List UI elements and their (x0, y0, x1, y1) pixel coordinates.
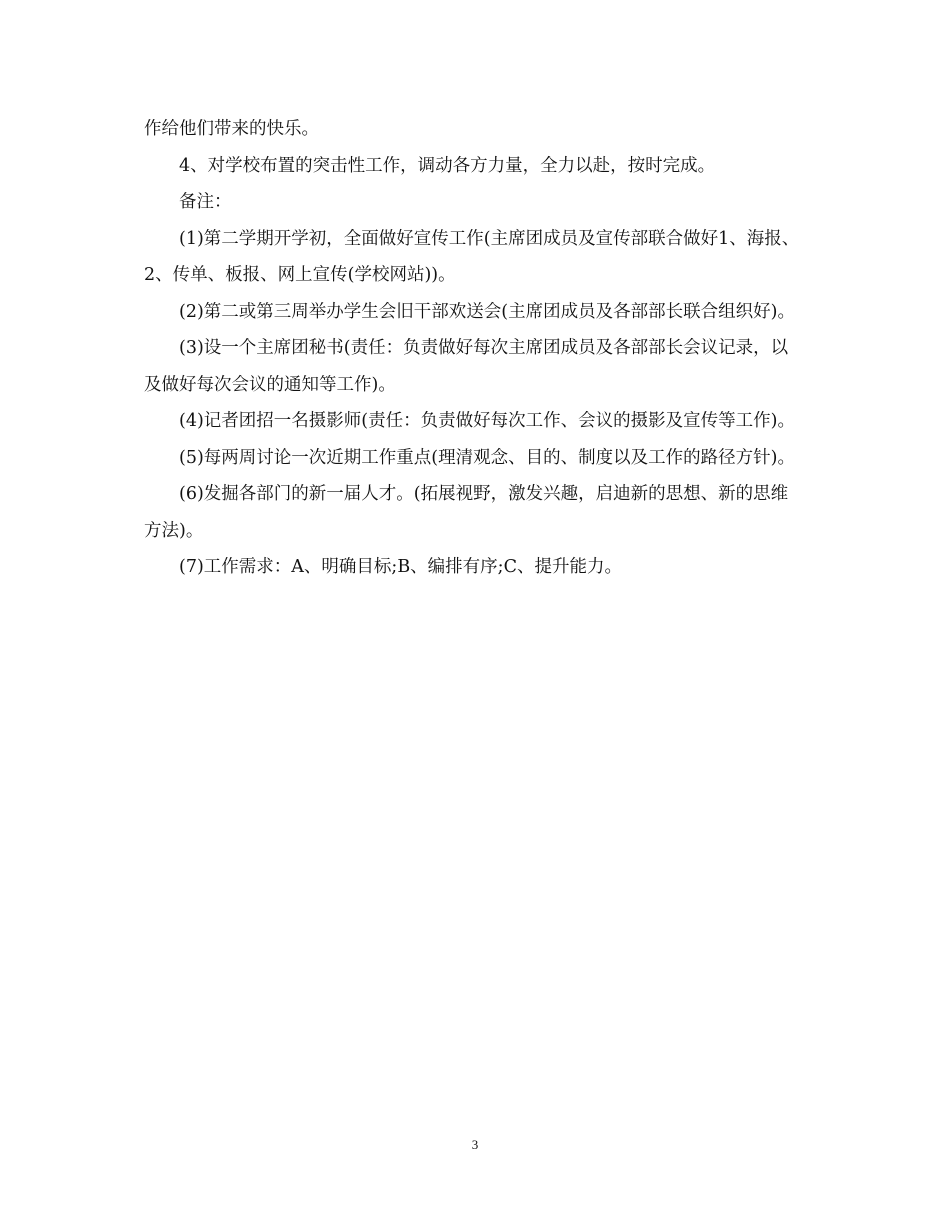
page-number: 3 (471, 1137, 479, 1152)
paragraph-note-4: (4)记者团招一名摄影师(责任：负责做好每次工作、会议的摄影及宣传等工作)。 (179, 411, 795, 431)
paragraph-item-4: 4、对学校布置的突击性工作，调动各方力量，全力以赴，按时完成。 (179, 155, 716, 176)
paragraph-note-2: (2)第二或第三周举办学生会旧干部欢送会(主席团成员及各部部长联合组织好)。 (179, 301, 795, 322)
paragraph-note-3: (3)设一个主席团秘书(责任：负责做好每次主席团成员及各部部长会议记录，以及做好每次会议的通知等工作)。 (144, 338, 789, 395)
document-body (144, 111, 804, 586)
paragraph-note-5: (5)每两周讨论一次近期工作重点(理清观念、目的、制度以及工作的路径方针)。 (179, 447, 795, 468)
paragraph-note-7: (7)工作需求：A、明确目标;B、编排有序;C、提升能力。 (179, 557, 622, 577)
paragraph-notes-heading: 备注： (179, 192, 232, 212)
paragraph-note-6: (6)发掘各部门的新一届人才。(拓展视野，激发兴趣，启迪新的思想、新的思维方法)。 (144, 484, 789, 541)
paragraph-note-1: (1)第二学期开学初，全面做好宣传工作(主席团成员及宣传部联合做好1、海报、2、传单、板报、网上宣传(学校网站))。 (144, 228, 800, 285)
paragraph-continuation: 作给他们带来的快乐。 (144, 119, 319, 139)
